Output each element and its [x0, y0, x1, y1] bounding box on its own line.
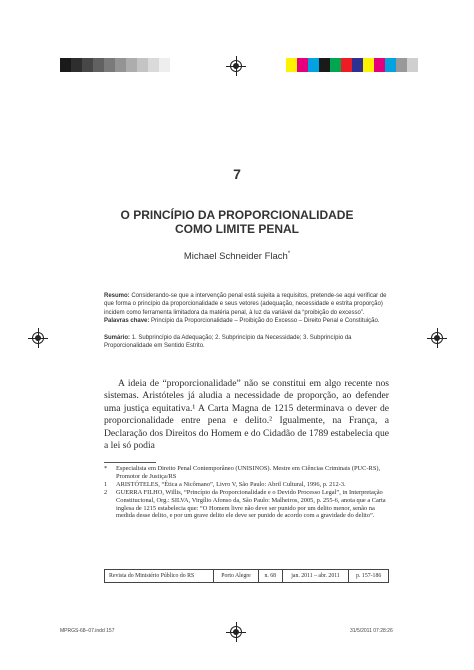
registration-mark-bottom	[229, 625, 243, 639]
color-swatch	[286, 58, 297, 72]
registration-mark-right	[430, 331, 444, 345]
footnote-text: ARISTÓTELES, “Ética a Nicômano”, Livro V, São Paulo: Abril Cultural, 1996, p. 212-3.	[116, 480, 346, 488]
sumario-label: Sumário:	[104, 335, 131, 341]
abstract-block	[104, 292, 389, 326]
citation-issue: n. 68	[258, 570, 282, 583]
resumo-label: Resumo:	[104, 293, 130, 299]
gray-swatch	[71, 58, 82, 72]
author-name	[0, 251, 474, 262]
color-swatch	[352, 58, 363, 72]
slug-right: 31/5/2011 07:28:26	[350, 628, 393, 634]
color-swatch	[330, 58, 341, 72]
keywords-text: Princípio da Proporcionalidade – Proibição do Excesso – Direito Penal e Constituição.	[151, 318, 380, 325]
color-swatch	[363, 58, 374, 72]
chapter-title	[0, 208, 474, 236]
color-swatch	[297, 58, 308, 72]
color-swatch	[407, 58, 418, 72]
gray-swatch	[93, 58, 104, 72]
footnote-text: Especialista em Direito Penal Contemporâneo (UNISINOS). Mestre em Ciências Criminais (PUC-RS), Promotor de Justiça/RS	[116, 465, 381, 480]
gray-swatch	[115, 58, 126, 72]
color-swatch	[396, 58, 407, 72]
citation-period: jan. 2011 – abr. 2011	[282, 570, 349, 583]
gray-swatch	[126, 58, 137, 72]
citation-row	[105, 570, 389, 583]
color-swatch	[319, 58, 330, 72]
color-swatch	[374, 58, 385, 72]
registration-mark-top	[229, 59, 243, 73]
citation-pages: p. 157-186	[349, 570, 389, 583]
sumario-text: 1. Subprincípio da Adequação; 2. Subprincípio da Necessidade; 3. Subprincípio da Proporcionalidade em Sentido Estrito.	[104, 335, 352, 350]
author-footnote-mark: *	[287, 251, 291, 257]
footnote-divider	[104, 462, 156, 463]
color-swatch	[341, 58, 352, 72]
gray-swatch	[104, 58, 115, 72]
resumo-text: Considerando-se que a intervenção penal está sujeita a requisitos, pretende-se aqui verificar de que forma o princípio da proporcionalidade e seus vetores (adequação, necessidade e estrita proporção) incidem como ferramenta limitadora da matéria penal, à luz da variável da “proibição do excesso”.	[104, 293, 387, 316]
slug-left: MPRGS-68–07.indd 157	[60, 628, 115, 634]
footnote	[104, 465, 389, 481]
grayscale-bar	[60, 58, 170, 72]
body-paragraph: A ideia de “proporcionalidade” não se constitui em algo recente nos sistemas. Aristóteles já aludia a necessidade de proporção, ao defender uma justiça equitativa.¹ A Carta Magna de 1215 determinava o dever de proporcionalidade entre pena e delito.² Igualmente, na França, a Declaração dos Direitos do Homem e do Cidadão de 1789 estabelecia que a lei só podia	[104, 378, 389, 452]
chapter-number: 7	[233, 166, 241, 182]
footnote-mark: *	[104, 465, 108, 472]
chapter-title-line2: COMO LIMITE PENAL	[175, 222, 299, 236]
footnote-mark: 1	[104, 480, 108, 488]
citation-city: Porto Alegre	[214, 570, 259, 583]
gray-swatch	[82, 58, 93, 72]
chapter-title-line1: O PRINCÍPIO DA PROPORCIONALIDADE	[120, 208, 354, 222]
keywords-label: Palavras chave:	[104, 318, 150, 325]
registration-mark-left	[31, 331, 45, 345]
footnote-text: GUERRA FILHO, Willis, “Princípio da Proporcionalidade e o Devido Processo Legal”, in Interpretação Constitucional, Org.: SILVA, Virgílio Afonso da, São Paulo: Malheiros, 2005, p. 255-6, anota que a Carta inglesa de 1215 estabelecia que: “O Homem livre não deve ser punido por um delito menor, senão na medida desse delito, e por um grave delito ele deve ser punido de acordo com a gravidade do delito”.	[116, 488, 386, 520]
color-swatch	[308, 58, 319, 72]
color-bar	[286, 58, 418, 72]
author-name-text: Michael Schneider Flach	[183, 251, 288, 263]
body-text	[104, 378, 389, 452]
gray-swatch	[159, 58, 170, 72]
color-swatch	[385, 58, 396, 72]
citation-table	[104, 569, 389, 583]
gray-swatch	[60, 58, 71, 72]
footnote-mark: 2	[104, 488, 108, 496]
citation-journal: Revista do Ministério Público do RS	[105, 570, 214, 583]
footnote	[104, 489, 389, 521]
footnotes	[104, 465, 389, 520]
gray-swatch	[148, 58, 159, 72]
gray-swatch	[137, 58, 148, 72]
footnote	[104, 481, 389, 489]
sumario-block	[104, 334, 389, 351]
